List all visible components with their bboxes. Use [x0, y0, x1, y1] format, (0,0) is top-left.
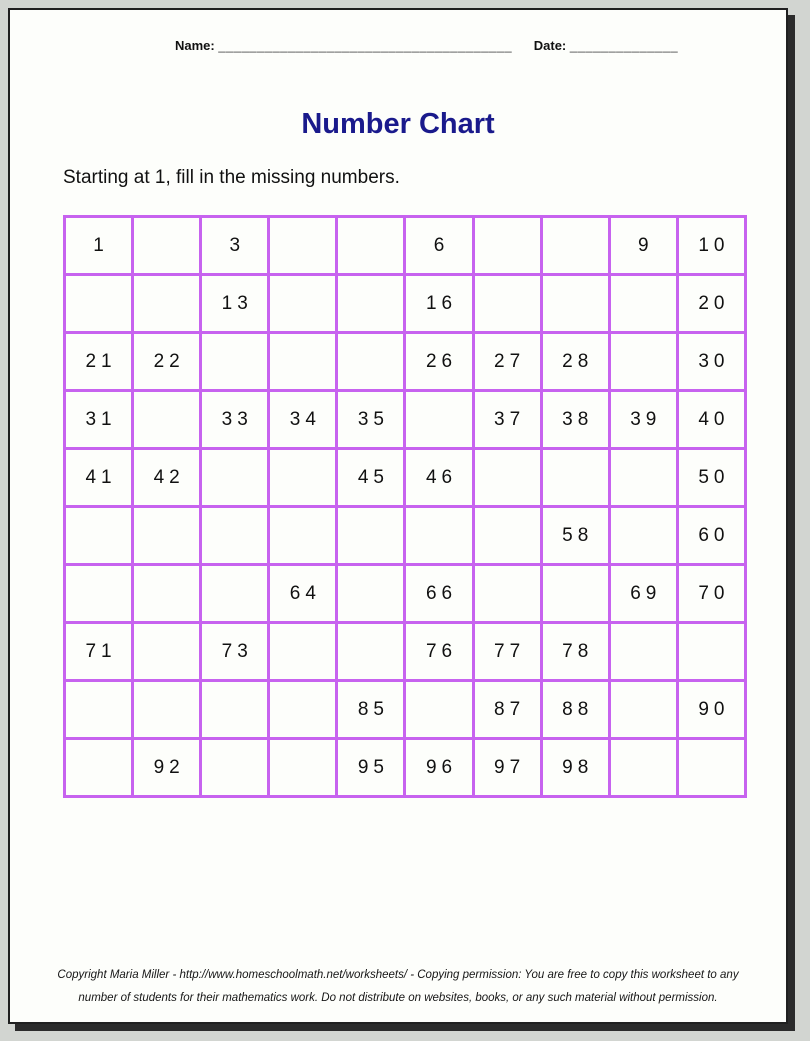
name-date-header — [175, 38, 678, 53]
grid-cell-empty — [133, 275, 201, 333]
grid-cell: 37 — [473, 391, 541, 449]
grid-cell-empty — [541, 449, 609, 507]
grid-cell-empty — [133, 623, 201, 681]
grid-cell: 26 — [405, 333, 473, 391]
grid-row — [65, 275, 746, 333]
grid-cell: 16 — [405, 275, 473, 333]
grid-cell-empty — [609, 275, 677, 333]
grid-cell: 77 — [473, 623, 541, 681]
grid-cell: 6 — [405, 217, 473, 275]
grid-cell: 71 — [65, 623, 133, 681]
grid-cell-empty — [133, 681, 201, 739]
grid-cell: 39 — [609, 391, 677, 449]
grid-cell: 35 — [337, 391, 405, 449]
grid-cell: 41 — [65, 449, 133, 507]
grid-row — [65, 391, 746, 449]
grid-cell: 98 — [541, 739, 609, 797]
grid-cell: 92 — [133, 739, 201, 797]
grid-cell-empty — [269, 739, 337, 797]
grid-cell-empty — [541, 217, 609, 275]
grid-cell: 87 — [473, 681, 541, 739]
grid-cell: 69 — [609, 565, 677, 623]
copyright-line-2: number of students for their mathematics work. Do not distribute on websites, books, or any such material without permission. — [78, 992, 718, 1004]
grid-cell-empty — [269, 449, 337, 507]
grid-cell-empty — [405, 507, 473, 565]
grid-cell: 50 — [677, 449, 745, 507]
grid-cell-empty — [269, 333, 337, 391]
number-grid-container — [63, 215, 747, 798]
grid-cell-empty — [201, 333, 269, 391]
grid-row — [65, 333, 746, 391]
page-title: Number Chart — [301, 108, 495, 140]
grid-cell: 64 — [269, 565, 337, 623]
grid-cell: 66 — [405, 565, 473, 623]
grid-cell: 73 — [201, 623, 269, 681]
grid-cell-empty — [337, 565, 405, 623]
grid-row — [65, 681, 746, 739]
grid-cell-empty — [201, 739, 269, 797]
grid-cell-empty — [337, 623, 405, 681]
grid-cell: 1 — [65, 217, 133, 275]
grid-cell-empty — [337, 507, 405, 565]
copyright-footer — [10, 964, 786, 1010]
grid-cell-empty — [269, 681, 337, 739]
grid-cell-empty — [541, 565, 609, 623]
grid-cell: 21 — [65, 333, 133, 391]
grid-cell: 38 — [541, 391, 609, 449]
grid-cell-empty — [609, 623, 677, 681]
grid-cell-empty — [269, 275, 337, 333]
grid-cell: 42 — [133, 449, 201, 507]
grid-row — [65, 623, 746, 681]
grid-cell: 70 — [677, 565, 745, 623]
grid-cell-empty — [405, 681, 473, 739]
grid-cell: 40 — [677, 391, 745, 449]
grid-cell-empty — [541, 275, 609, 333]
grid-cell-empty — [677, 623, 745, 681]
instruction-text: Starting at 1, fill in the missing numbers. — [63, 167, 400, 188]
grid-cell-empty — [133, 391, 201, 449]
grid-cell: 60 — [677, 507, 745, 565]
grid-cell-empty — [677, 739, 745, 797]
date-label: Date: — [533, 38, 567, 53]
grid-cell-empty — [473, 217, 541, 275]
grid-cell: 90 — [677, 681, 745, 739]
grid-cell-empty — [609, 681, 677, 739]
grid-cell: 34 — [269, 391, 337, 449]
grid-cell-empty — [65, 275, 133, 333]
grid-cell-empty — [337, 275, 405, 333]
name-label: Name: — [175, 38, 215, 53]
grid-row — [65, 739, 746, 797]
grid-cell-empty — [133, 565, 201, 623]
grid-cell-empty — [201, 681, 269, 739]
grid-cell: 58 — [541, 507, 609, 565]
grid-cell: 28 — [541, 333, 609, 391]
grid-cell-empty — [269, 507, 337, 565]
number-grid — [63, 215, 747, 798]
grid-cell: 97 — [473, 739, 541, 797]
grid-cell-empty — [405, 391, 473, 449]
grid-cell-empty — [269, 623, 337, 681]
number-grid-body — [65, 217, 746, 797]
grid-cell-empty — [269, 217, 337, 275]
grid-cell: 95 — [337, 739, 405, 797]
grid-cell-empty — [609, 449, 677, 507]
copyright-line-1: Copyright Maria Miller - http://www.homeschoolmath.net/worksheets/ - Copying permission: You are free to copy this worksheet to any — [57, 969, 739, 981]
grid-cell-empty — [473, 507, 541, 565]
grid-row — [65, 565, 746, 623]
grid-cell-empty — [337, 217, 405, 275]
grid-row — [65, 217, 746, 275]
grid-cell: 85 — [337, 681, 405, 739]
grid-cell-empty — [201, 507, 269, 565]
grid-cell-empty — [337, 333, 405, 391]
grid-cell-empty — [609, 507, 677, 565]
worksheet-page — [8, 8, 788, 1024]
grid-row — [65, 449, 746, 507]
grid-cell: 20 — [677, 275, 745, 333]
grid-cell: 31 — [65, 391, 133, 449]
grid-cell: 30 — [677, 333, 745, 391]
grid-cell: 22 — [133, 333, 201, 391]
name-blank-line: ______________________________________ — [218, 38, 513, 53]
grid-cell-empty — [201, 449, 269, 507]
grid-cell-empty — [473, 275, 541, 333]
grid-cell-empty — [473, 565, 541, 623]
grid-cell: 45 — [337, 449, 405, 507]
grid-cell-empty — [65, 681, 133, 739]
grid-cell-empty — [133, 217, 201, 275]
grid-cell: 88 — [541, 681, 609, 739]
grid-cell: 46 — [405, 449, 473, 507]
grid-cell: 33 — [201, 391, 269, 449]
grid-cell: 3 — [201, 217, 269, 275]
grid-cell-empty — [609, 739, 677, 797]
grid-cell-empty — [201, 565, 269, 623]
grid-cell: 76 — [405, 623, 473, 681]
grid-cell: 9 — [609, 217, 677, 275]
grid-cell: 78 — [541, 623, 609, 681]
grid-cell-empty — [65, 565, 133, 623]
grid-row — [65, 507, 746, 565]
grid-cell-empty — [65, 507, 133, 565]
grid-cell: 96 — [405, 739, 473, 797]
grid-cell: 27 — [473, 333, 541, 391]
grid-cell: 10 — [677, 217, 745, 275]
grid-cell: 13 — [201, 275, 269, 333]
grid-cell-empty — [473, 449, 541, 507]
grid-cell-empty — [133, 507, 201, 565]
date-blank-line: ______________ — [569, 38, 679, 53]
grid-cell-empty — [65, 739, 133, 797]
grid-cell-empty — [609, 333, 677, 391]
